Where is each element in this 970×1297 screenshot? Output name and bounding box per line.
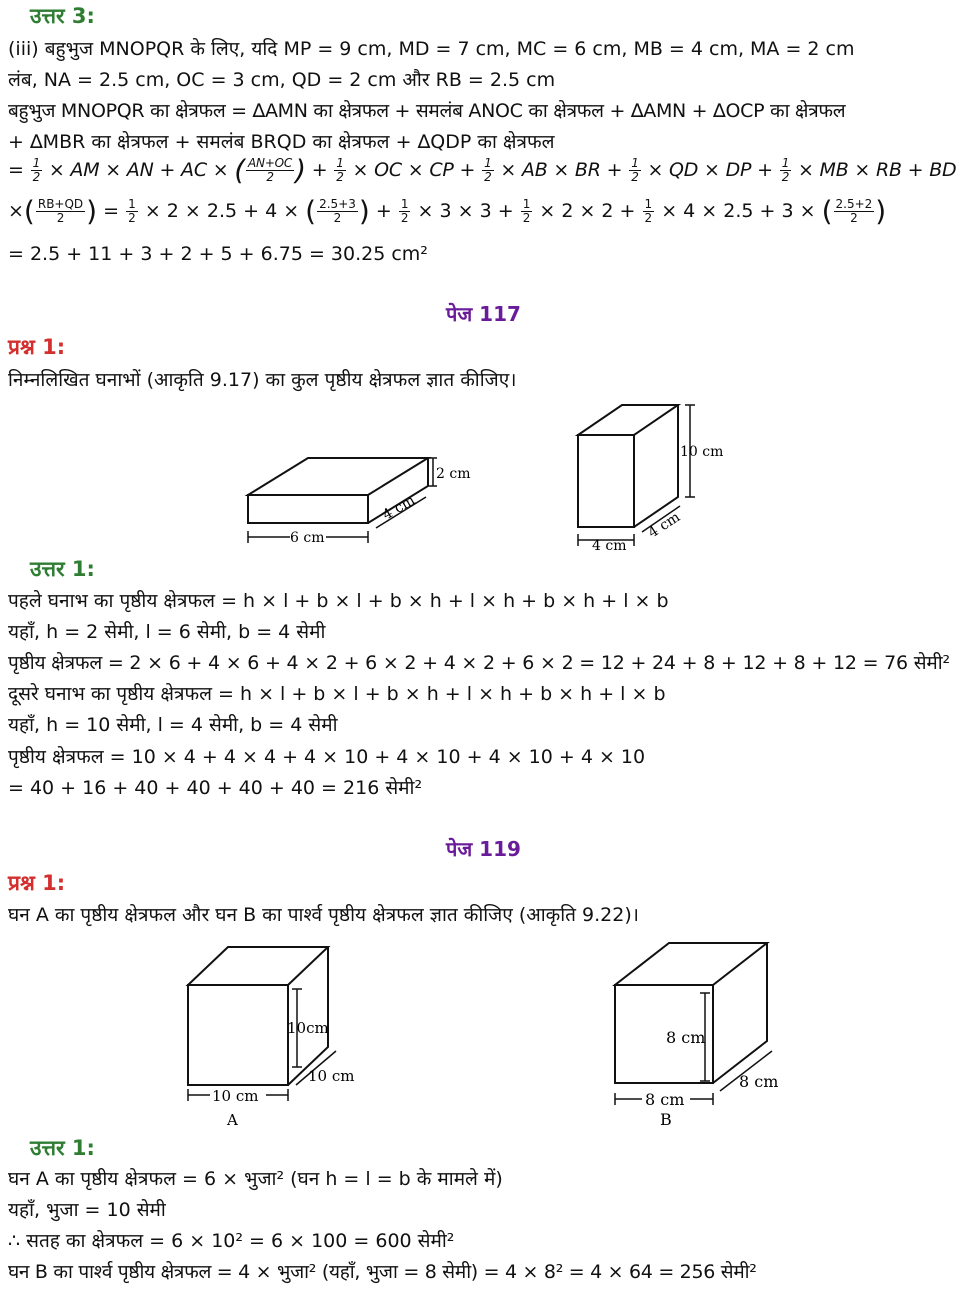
cuboid-2-length-label: 4 cm [592,538,627,554]
question-1b-heading: प्रश्न 1: [8,871,66,895]
formula-line-1: = $\frac{1}{2}$ × AM × AN + AC × ( $\frac{AN+OC}{2}$ ) + $\frac{1}{2}$ × OC × CP + $\frac{1}{2}$ × AB × BR + $\frac{1}{2}$ × QD × DP + $\frac{1}{2}$ × MB × RB + BD [8,153,957,187]
cuboid-2 [578,405,678,527]
cuboid-2-height-label: 10 cm [680,444,724,460]
answer-1b-line-3: ∴ सतह का क्षेत्रफल = 6 × 10² = 6 × 100 = 600 सेमी² [8,1230,455,1252]
cube-b-height-label: 8 cm [666,1028,706,1047]
cube-a-depth-label: 10 cm [308,1067,355,1085]
cube-a [188,947,328,1085]
cube-b [615,943,767,1083]
answer-1-line-3: पृष्ठीय क्षेत्रफल = 2 × 6 + 4 × 6 + 4 × 2 + 6 × 2 + 4 × 2 + 6 × 2 = 12 + 24 + 8 + 12 + 8 + 12 = 76 सेमी² [8,652,950,674]
cuboid-figures [240,400,740,555]
cube-b-label: B [660,1110,672,1129]
cube-a-width-label: 10 cm [212,1087,259,1105]
cube-b-depth-label: 8 cm [739,1072,779,1091]
answer-3-line-2: लंब, NA = 2.5 cm, OC = 3 cm, QD = 2 cm और RB = 2.5 cm [8,69,556,91]
question-1b-text: घन A का पृष्ठीय क्षेत्रफल और घन B का पार्श्व पृष्ठीय क्षेत्रफल ज्ञात कीजिए (आकृति 9.22)। [8,904,639,926]
answer-3-result: = 2.5 + 11 + 3 + 2 + 5 + 6.75 = 30.25 cm² [8,243,428,265]
cube-figures [170,935,810,1135]
answer-3-line-4: + ∆MBR का क्षेत्रफल + समलंब BRQD का क्षेत्रफल + ∆QDP का क्षेत्रफल [8,131,555,153]
answer-1-heading: उत्तर 1: [30,557,95,581]
cube-a-height-label: 10cm [287,1019,329,1037]
answer-1b-heading: उत्तर 1: [30,1136,95,1160]
answer-1-line-4: दूसरे घनाभ का पृष्ठीय क्षेत्रफल = h × l + b × l + b × h + l × h + b × h + l × b [8,683,666,705]
cuboid-1-breadth-label: 4 cm [380,492,418,524]
answer-1-line-2: यहाँ, h = 2 सेमी, l = 6 सेमी, b = 4 सेमी [8,621,326,643]
answer-1b-line-1: घन A का पृष्ठीय क्षेत्रफल = 6 × भुजा² (घन h = l = b के मामले में) [8,1168,503,1190]
page-119-label: पेज 119 [446,837,521,861]
answer-1-line-6: पृष्ठीय क्षेत्रफल = 10 × 4 + 4 × 4 + 4 × 10 + 4 × 10 + 4 × 10 + 4 × 10 [8,746,646,768]
cuboid-1-length-label: 6 cm [290,530,325,546]
answer-1b-line-2: यहाँ, भुजा = 10 सेमी [8,1199,166,1221]
answer-3-line-3: बहुभुज MNOPQR का क्षेत्रफल = ∆AMN का क्षेत्रफल + समलंब ANOC का क्षेत्रफल + ∆AMN + ∆OCP का क्षेत्रफल [8,100,846,122]
answer-1-line-1: पहले घनाभ का पृष्ठीय क्षेत्रफल = h × l + b × l + b × h + l × h + b × h + l × b [8,590,669,612]
question-1-text: निम्नलिखित घनाभों (आकृति 9.17) का कुल पृष्ठीय क्षेत्रफल ज्ञात कीजिए। [8,369,517,391]
answer-1-line-5: यहाँ, h = 10 सेमी, l = 4 सेमी, b = 4 सेमी [8,714,338,736]
question-1-heading: प्रश्न 1: [8,335,66,359]
cuboid-1-height-label: 2 cm [436,466,471,482]
page-117-label: पेज 117 [446,302,521,326]
answer-1-line-7: = 40 + 16 + 40 + 40 + 40 + 40 = 216 सेमी² [8,777,423,799]
cube-b-width-label: 8 cm [645,1090,685,1109]
answer-1b-line-4: घन B का पार्श्व पृष्ठीय क्षेत्रफल = 4 × भुजा² (यहाँ, भुजा = 8 सेमी) = 4 × 8² = 4 × 64 = 256 सेमी² [8,1261,757,1283]
cube-a-label: A [227,1111,238,1129]
cuboid-2-breadth-label: 4 cm [645,509,684,542]
formula-line-2: ×( $\frac{RB+QD}{2}$ ) = $\frac{1}{2}$ × 2 × 2.5 + 4 × ( $\frac{2.5+3}{2}$ ) + $\frac{1}{2}$ × 3 × 3 + $\frac{1}{2}$ × 2 × 2 + $\frac{1}{2}$ × 4 × 2.5 + 3 × ( $\frac{2.5+2}{2}$ ) [8,194,887,228]
answer-3-line-1: (iii) बहुभुज MNOPQR के लिए, यदि MP = 9 cm, MD = 7 cm, MC = 6 cm, MB = 4 cm, MA = 2 cm [8,38,855,60]
answer-3-heading: उत्तर 3: [30,4,95,28]
